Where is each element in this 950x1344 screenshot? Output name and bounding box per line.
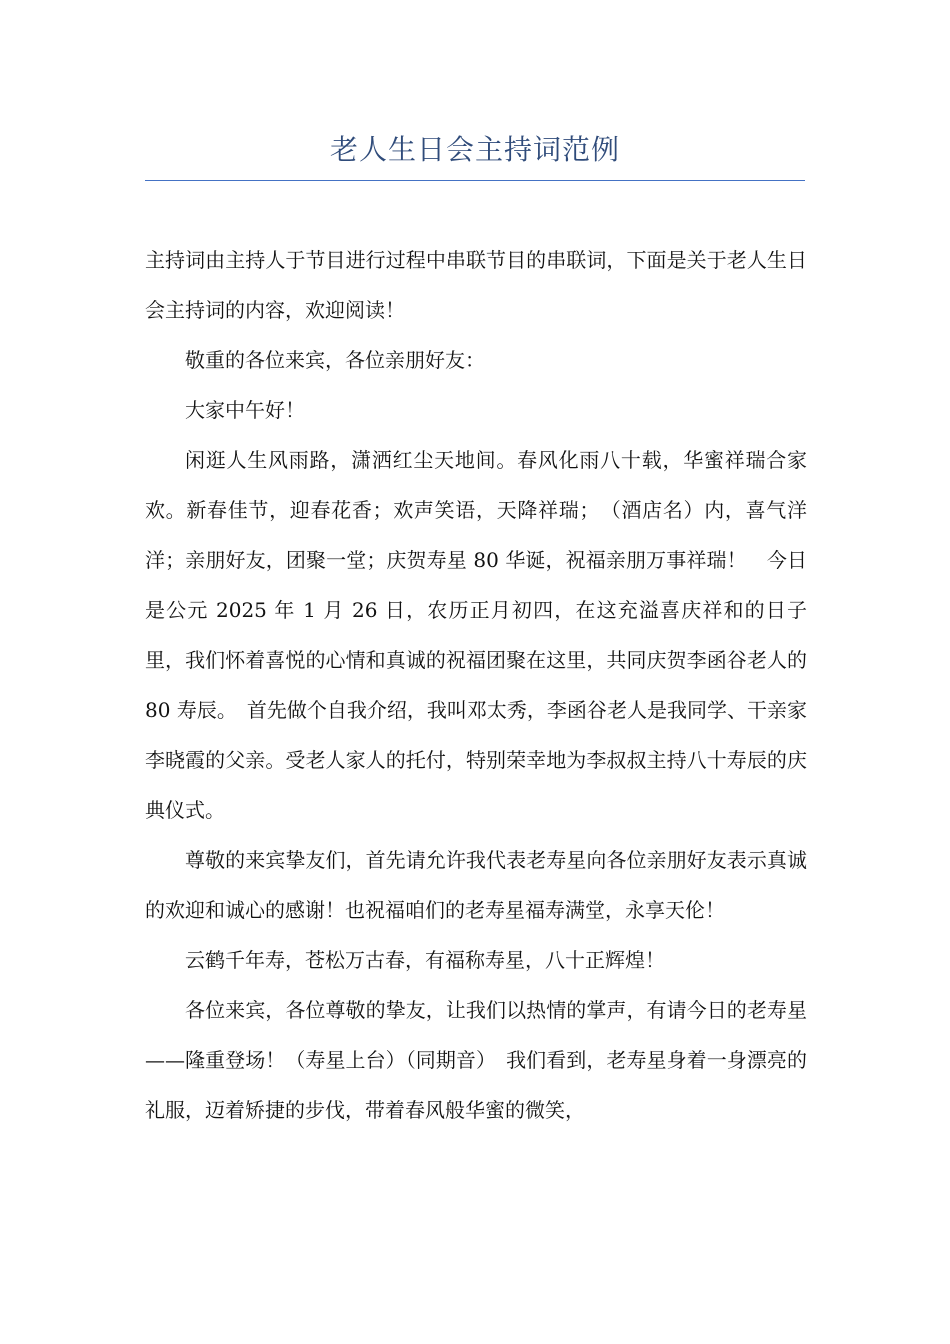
document-body — [145, 235, 807, 1135]
document-title: 老人生日会主持词范例 — [329, 133, 620, 166]
paragraph: 各位来宾，各位尊敬的挚友，让我们以热情的掌声，有请今日的老寿星——隆重登场！（寿星上台）（同期音） 我们看到，老寿星身着一身漂亮的礼服，迈着矫捷的步伐，带着春风般华蜜的微笑， — [145, 998, 807, 1122]
paragraph: 大家中午好！ — [185, 398, 305, 422]
paragraph: 云鹤千年寿，苍松万古春，有福称寿星，八十正辉煌！ — [185, 948, 665, 972]
paragraph: 敬重的各位来宾，各位亲朋好友： — [185, 348, 485, 372]
title-underline — [145, 180, 805, 181]
paragraph: 尊敬的来宾挚友们，首先请允许我代表老寿星向各位亲朋好友表示真诚的欢迎和诚心的感谢！也祝福咱们的老寿星福寿满堂，永享天伦！ — [145, 848, 807, 922]
paragraph: 闲逛人生风雨路，潇洒红尘天地间。春风化雨八十载，华蜜祥瑞合家欢。新春佳节，迎春花香；欢声笑语，天降祥瑞； （酒店名）内，喜气洋洋；亲朋好友，团聚一堂；庆贺寿星 80 华诞，祝福亲朋万事祥瑞！ 今日是公元 2025 年 1 月 26 日，农历正月初四，在这充溢喜庆祥和的日子里，我们怀着喜悦的心情和真诚的祝福团聚在这里，共同庆贺李函谷老人的 80 寿辰。 首先做个自我介绍，我叫邓太秀，李函谷老人是我同学、干亲家李晓霞的父亲。受老人家人的托付，特别荣幸地为李叔叔主持八十寿辰的庆典仪式。 — [145, 448, 807, 822]
paragraph: 主持词由主持人于节目进行过程中串联节目的串联词，下面是关于老人生日会主持词的内容，欢迎阅读！ — [145, 248, 807, 322]
